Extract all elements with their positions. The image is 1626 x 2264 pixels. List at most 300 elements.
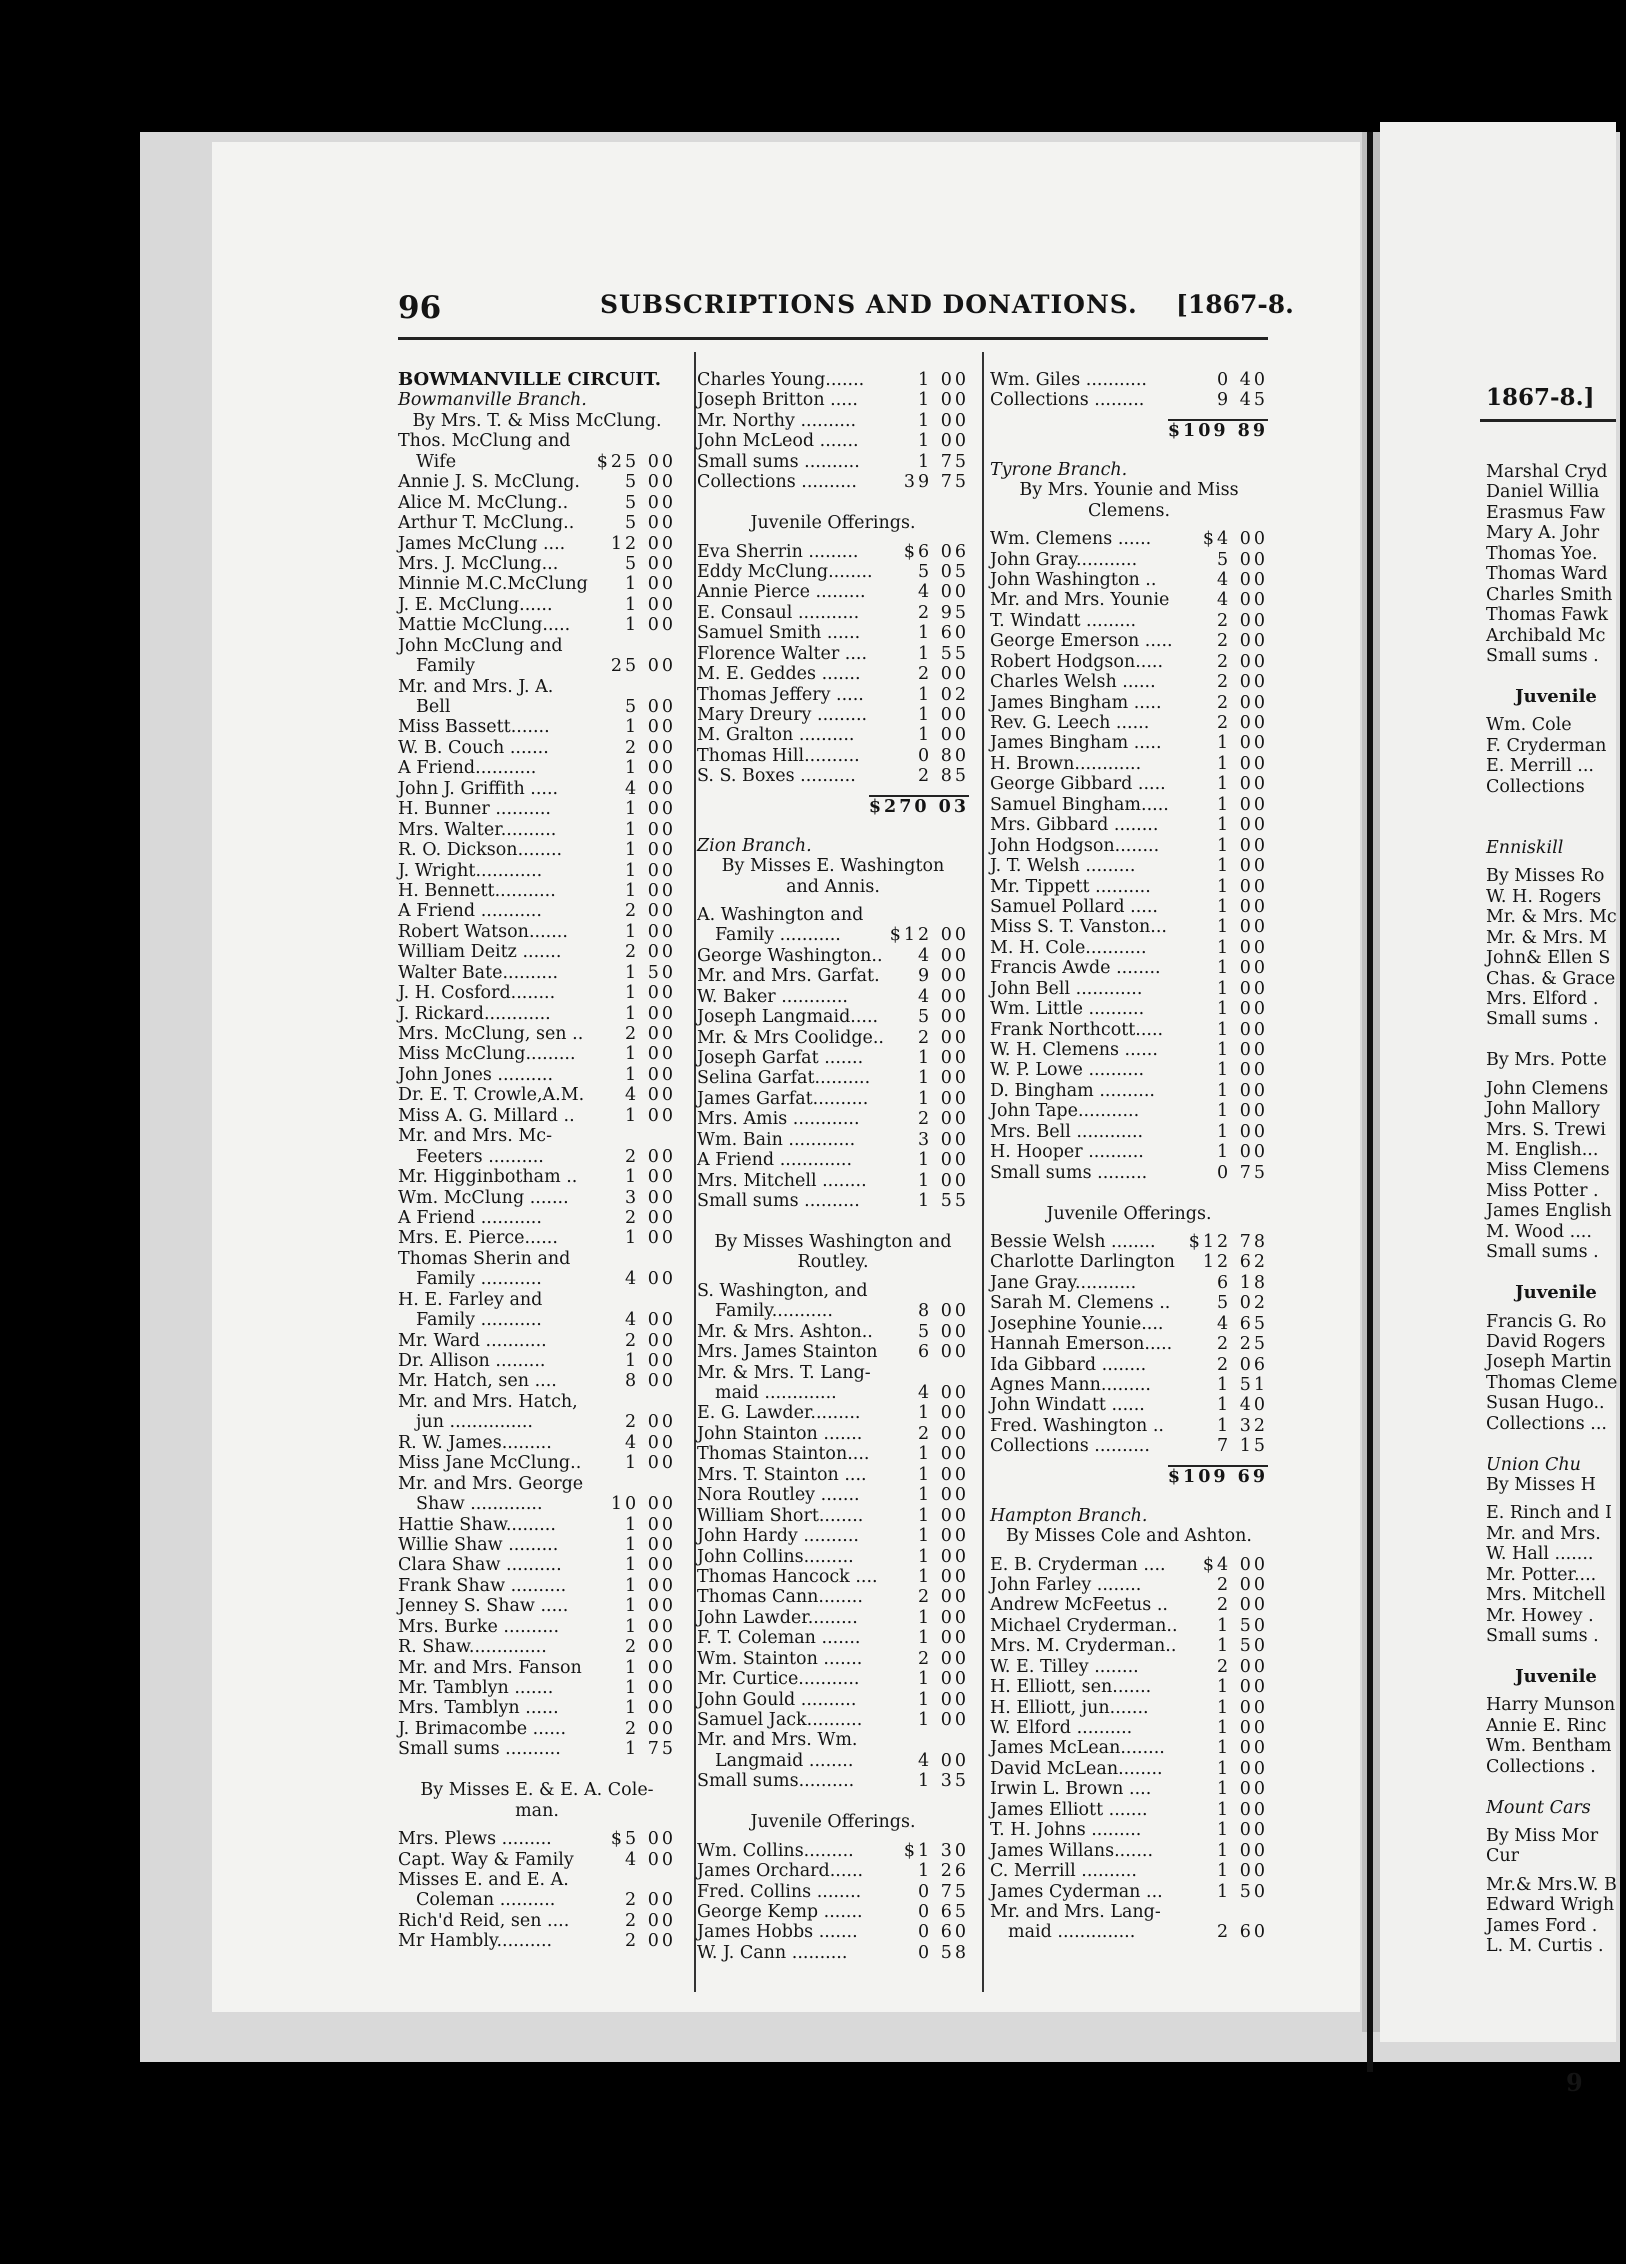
subtotal-row bbox=[990, 1465, 1268, 1485]
entry-name: Edward Wrigh bbox=[1486, 1895, 1615, 1916]
entry-row bbox=[1486, 1099, 1626, 1119]
entry-row bbox=[697, 1444, 969, 1464]
entry-name: W. P. Lowe .......... bbox=[990, 1060, 1145, 1081]
entry-amount: 6 18 bbox=[1217, 1272, 1268, 1293]
entry-row bbox=[1486, 1895, 1626, 1915]
entry-name: J. T. Welsh ......... bbox=[990, 856, 1136, 877]
entry-amount: 1 00 bbox=[625, 1064, 676, 1085]
entry-row bbox=[1486, 1736, 1626, 1756]
entry-name: Family ........... bbox=[416, 1269, 542, 1290]
entry-name: and Annis. bbox=[786, 876, 880, 897]
entry-row bbox=[990, 1800, 1268, 1820]
section-heading bbox=[398, 370, 676, 390]
entry-name: Coleman .......... bbox=[416, 1890, 556, 1911]
entry-row bbox=[990, 1555, 1268, 1575]
entry-name: Thomas Hill.......... bbox=[697, 745, 860, 766]
entry-amount: 1 00 bbox=[625, 1351, 676, 1371]
entry-amount: 1 00 bbox=[1217, 978, 1268, 999]
entry-name: Wm. Clemens ...... bbox=[990, 529, 1152, 550]
entry-name: Small sums .......... bbox=[697, 1191, 860, 1212]
entry-name: Bessie Welsh ........ bbox=[990, 1231, 1156, 1252]
entry-amount: 1 00 bbox=[625, 1575, 676, 1596]
entry-row bbox=[990, 1293, 1268, 1313]
entry-name: Bowmanville Branch. bbox=[398, 390, 587, 411]
entry-row bbox=[990, 550, 1268, 570]
entry-row bbox=[398, 758, 676, 778]
entry-amount: 3 00 bbox=[918, 1129, 969, 1150]
entry-row bbox=[1486, 1585, 1626, 1605]
entry-row bbox=[1486, 1009, 1626, 1029]
entry-name: Hattie Shaw......... bbox=[398, 1514, 556, 1535]
entry-name: Jane Gray........... bbox=[990, 1272, 1137, 1293]
entry-row bbox=[697, 1089, 969, 1109]
entry-row bbox=[697, 815, 969, 835]
entry-row bbox=[697, 1710, 969, 1730]
entry-name: T. Windatt ......... bbox=[990, 610, 1137, 631]
entry-row bbox=[1486, 605, 1626, 625]
entry-row bbox=[990, 1575, 1268, 1595]
entry-amount: 2 00 bbox=[918, 1648, 969, 1669]
entry-name: J. Wright............ bbox=[398, 860, 543, 881]
entry-row bbox=[398, 1004, 676, 1024]
entry-name: Francis G. Ro bbox=[1486, 1311, 1607, 1332]
entry-amount: 5 00 bbox=[1217, 549, 1268, 570]
section-heading bbox=[990, 501, 1268, 521]
entry-name: Mrs. Amis ............ bbox=[697, 1109, 860, 1130]
entry-row bbox=[398, 1228, 676, 1248]
entry-row bbox=[990, 570, 1268, 590]
entry-row bbox=[398, 1269, 676, 1289]
entry-name: Mrs. Gibbard ........ bbox=[990, 815, 1159, 836]
entry-row bbox=[697, 1547, 969, 1567]
entry-row bbox=[1486, 1222, 1626, 1242]
entry-row bbox=[697, 623, 969, 643]
entry-amount: 1 00 bbox=[1217, 896, 1268, 917]
entry-amount: 1 02 bbox=[918, 684, 969, 705]
entry-row bbox=[990, 672, 1268, 692]
entry-name: Juvenile Offerings. bbox=[1046, 1203, 1212, 1224]
entry-amount: 1 50 bbox=[625, 962, 676, 983]
entry-row bbox=[398, 717, 676, 737]
entry-amount: 4 00 bbox=[625, 1432, 676, 1453]
entry-amount: 2 00 bbox=[625, 1718, 676, 1739]
entry-row bbox=[398, 1637, 676, 1657]
entry-row bbox=[697, 925, 969, 945]
entry-row bbox=[990, 1820, 1268, 1840]
entry-name: Thomas Sherin and bbox=[398, 1248, 571, 1269]
entry-name: H. Bunner .......... bbox=[398, 799, 551, 820]
entry-name: M. E. Geddes ....... bbox=[697, 664, 861, 685]
section-heading bbox=[990, 1506, 1268, 1526]
entry-row bbox=[697, 1649, 969, 1669]
entry-amount: 2 00 bbox=[625, 1412, 676, 1433]
entry-amount: 2 00 bbox=[1217, 631, 1268, 652]
entry-row bbox=[398, 1412, 676, 1432]
entry-amount: 1 00 bbox=[918, 1048, 969, 1068]
entry-amount: 1 00 bbox=[1217, 937, 1268, 958]
entry-name: John& Ellen S bbox=[1486, 948, 1611, 969]
entry-name: Mr. and Mrs. J. A. bbox=[398, 676, 554, 697]
entry-name: Wm. Bain ............ bbox=[697, 1129, 856, 1150]
entry-name: By Miss Mor bbox=[1486, 1826, 1599, 1846]
entry-name: Susan Hugo.. bbox=[1486, 1393, 1605, 1414]
entry-name: Mr. and Mrs. bbox=[1486, 1523, 1601, 1544]
entry-name: Charles Smith bbox=[1486, 584, 1613, 605]
entry-row bbox=[990, 1457, 1268, 1465]
entry-row bbox=[1486, 1544, 1626, 1564]
entry-amount: 1 00 bbox=[625, 717, 676, 738]
section-heading bbox=[1486, 1798, 1626, 1818]
entry-row bbox=[1486, 948, 1626, 968]
entry-name: John Gray........... bbox=[990, 549, 1138, 570]
entry-row bbox=[1486, 1875, 1626, 1895]
entry-amount: 0 80 bbox=[918, 745, 969, 766]
entry-name: Eva Sherrin ......... bbox=[697, 541, 859, 562]
entry-row bbox=[398, 636, 676, 656]
entry-amount: 5 00 bbox=[625, 697, 676, 717]
entry-row bbox=[990, 774, 1268, 794]
entry-row bbox=[697, 1841, 969, 1861]
entry-name: Feeters .......... bbox=[416, 1146, 544, 1167]
entry-row bbox=[697, 1506, 969, 1526]
entry-row bbox=[398, 493, 676, 513]
entry-name: Archibald Mc bbox=[1486, 625, 1606, 646]
entry-row bbox=[697, 1007, 969, 1027]
entry-name: Mr Hambly.......... bbox=[398, 1931, 553, 1952]
entry-amount: 2 00 bbox=[918, 1109, 969, 1130]
entry-name: E. G. Lawder......... bbox=[697, 1403, 861, 1424]
entry-row bbox=[398, 1576, 676, 1596]
entry-name: Minnie M.C.McClung bbox=[398, 574, 588, 595]
entry-name: Juvenile bbox=[1515, 1282, 1597, 1304]
entry-name: John Mallory bbox=[1486, 1099, 1600, 1120]
entry-amount: 5 00 bbox=[625, 553, 676, 574]
entry-name: Thos. McClung and bbox=[398, 431, 571, 452]
entry-amount: 1 00 bbox=[625, 758, 676, 779]
entry-row bbox=[990, 754, 1268, 774]
entry-name: Annie J. S. McClung. bbox=[398, 472, 580, 493]
entry-row bbox=[990, 877, 1268, 897]
entry-name: Wm. Stainton ....... bbox=[697, 1648, 863, 1669]
entry-name: A Friend ............. bbox=[697, 1150, 853, 1171]
entry-name: Miss Bassett....... bbox=[398, 717, 550, 738]
entry-row bbox=[697, 1171, 969, 1191]
entry-name: Mr. and Mrs. George bbox=[398, 1473, 584, 1494]
entry-row bbox=[1486, 626, 1626, 646]
entry-amount: 2 85 bbox=[918, 766, 969, 787]
entry-name: man. bbox=[515, 1800, 559, 1821]
entry-amount: 1 75 bbox=[918, 451, 969, 472]
entry-amount: 1 00 bbox=[1217, 815, 1268, 836]
entry-amount: 1 00 bbox=[918, 1526, 969, 1547]
entry-amount: 1 00 bbox=[625, 615, 676, 636]
entry-row bbox=[697, 452, 969, 472]
entry-name: Miss Potter . bbox=[1486, 1180, 1599, 1201]
entry-row bbox=[697, 1048, 969, 1068]
entry-name: By Misses Cole and Ashton. bbox=[1006, 1526, 1252, 1547]
entry-amount: 1 00 bbox=[1217, 1101, 1268, 1122]
entry-row bbox=[398, 1515, 676, 1535]
entry-row bbox=[1486, 462, 1626, 482]
entry-row bbox=[398, 1331, 676, 1351]
entry-row bbox=[398, 513, 676, 533]
entry-name: Arthur T. McClung.. bbox=[398, 513, 575, 534]
entry-amount: 1 32 bbox=[1217, 1415, 1268, 1436]
entry-amount: 1 00 bbox=[918, 1710, 969, 1730]
entry-name: Mr. & Mrs. T. Lang- bbox=[697, 1362, 871, 1383]
entry-row bbox=[990, 979, 1268, 999]
entry-row bbox=[1486, 1695, 1626, 1715]
entry-amount: 5 05 bbox=[918, 561, 969, 582]
entry-name: maid ............. bbox=[715, 1383, 837, 1403]
entry-amount: 4 00 bbox=[918, 1383, 969, 1403]
entry-name: A Friend........... bbox=[398, 758, 537, 779]
entry-row bbox=[398, 452, 676, 472]
entry-amount: 1 00 bbox=[918, 1444, 969, 1465]
entry-amount: 0 60 bbox=[918, 1922, 969, 1943]
entry-name: T. H. Johns ......... bbox=[990, 1820, 1142, 1841]
entry-row bbox=[697, 644, 969, 664]
facing-page-year: 1867-8.] bbox=[1486, 384, 1595, 411]
entry-name: James Ford . bbox=[1486, 1915, 1598, 1936]
entry-amount: $4 00 bbox=[1202, 529, 1268, 550]
entry-row bbox=[1486, 1495, 1626, 1503]
entry-row bbox=[697, 1342, 969, 1362]
entry-row bbox=[398, 1931, 676, 1951]
entry-row bbox=[697, 493, 969, 513]
facing-page-rule bbox=[1480, 419, 1616, 422]
entry-row bbox=[398, 1208, 676, 1228]
entry-name: Mr. & Mrs. Ashton.. bbox=[697, 1321, 873, 1342]
entry-row bbox=[398, 1596, 676, 1616]
entry-row bbox=[1486, 707, 1626, 715]
entry-amount: 1 00 bbox=[625, 819, 676, 840]
entry-row bbox=[990, 1547, 1268, 1555]
entry-row bbox=[990, 1677, 1268, 1697]
entry-row bbox=[990, 1163, 1268, 1183]
entry-amount: 1 00 bbox=[625, 1534, 676, 1555]
entry-amount: 1 00 bbox=[918, 1689, 969, 1710]
entry-name: Florence Walter .... bbox=[697, 643, 868, 664]
entry-amount: 1 60 bbox=[918, 623, 969, 644]
entry-row bbox=[697, 725, 969, 745]
entry-name: By Mrs. Potte bbox=[1486, 1050, 1607, 1071]
entry-name: jun ............... bbox=[416, 1412, 533, 1433]
entry-name: Selina Garfat.......... bbox=[697, 1068, 871, 1089]
entry-name: W. J. Cann .......... bbox=[697, 1942, 848, 1963]
entry-name: Mr. Northy .......... bbox=[697, 410, 857, 431]
entry-name: Mrs. Plews ......... bbox=[398, 1829, 552, 1850]
entry-row bbox=[990, 836, 1268, 856]
entry-amount: 2 06 bbox=[1217, 1354, 1268, 1375]
entry-row bbox=[990, 1273, 1268, 1293]
entry-amount: 1 00 bbox=[918, 1628, 969, 1649]
entry-row bbox=[697, 1882, 969, 1902]
entry-amount: 1 00 bbox=[1217, 733, 1268, 754]
entry-amount: 1 00 bbox=[1217, 1121, 1268, 1142]
entry-name: Miss Jane McClung.. bbox=[398, 1453, 582, 1474]
entry-amount: $1 30 bbox=[903, 1840, 969, 1861]
entry-amount: 1 00 bbox=[1217, 1080, 1268, 1101]
entry-amount: 1 00 bbox=[625, 880, 676, 901]
entry-row bbox=[990, 1122, 1268, 1142]
entry-name: Rich'd Reid, sen .... bbox=[398, 1910, 570, 1931]
entry-row bbox=[990, 1355, 1268, 1375]
entry-name: Capt. Way & Family bbox=[398, 1849, 574, 1870]
entry-row bbox=[1486, 858, 1626, 866]
entry-name: Mr. and Mrs. Mc- bbox=[398, 1126, 552, 1147]
entry-row bbox=[398, 677, 676, 697]
entry-row bbox=[398, 901, 676, 921]
entry-name: Zion Branch. bbox=[697, 835, 812, 856]
entry-name: Frank Shaw .......... bbox=[398, 1575, 567, 1596]
entry-amount: 1 00 bbox=[625, 594, 676, 615]
entry-row bbox=[697, 542, 969, 562]
entry-row bbox=[1486, 1916, 1626, 1936]
entry-name: John Tape........... bbox=[990, 1101, 1140, 1122]
entry-amount: 2 00 bbox=[1217, 713, 1268, 733]
entry-name: James Garfat.......... bbox=[697, 1088, 869, 1109]
entry-name: J. Brimacombe ...... bbox=[398, 1718, 567, 1739]
entry-row bbox=[1486, 523, 1626, 543]
entry-amount: 4 00 bbox=[918, 582, 969, 603]
entry-name: Andrew McFeetus .. bbox=[990, 1595, 1168, 1616]
entry-name: Small sums .......... bbox=[697, 451, 860, 472]
entry-row bbox=[697, 1669, 969, 1689]
entry-name: Alice M. McClung.. bbox=[398, 492, 569, 513]
entry-name: W. Hall ....... bbox=[1486, 1544, 1594, 1565]
entry-row bbox=[398, 1870, 676, 1890]
entry-amount: 6 00 bbox=[918, 1342, 969, 1363]
entry-row bbox=[990, 1395, 1268, 1415]
subtotal-row bbox=[697, 795, 969, 815]
entry-name: Wife bbox=[416, 451, 457, 472]
entry-name: Miss S. T. Vanston... bbox=[990, 917, 1167, 938]
entry-row bbox=[398, 1290, 676, 1310]
entry-row bbox=[398, 1392, 676, 1412]
entry-amount: 5 00 bbox=[625, 492, 676, 513]
entry-name: William Deitz ....... bbox=[398, 942, 562, 963]
entry-amount: 2 00 bbox=[918, 664, 969, 685]
page-number: 96 bbox=[398, 290, 442, 326]
entry-name: Mrs. E. Pierce...... bbox=[398, 1228, 558, 1249]
section-heading bbox=[990, 1526, 1268, 1546]
entry-name: Juvenile Offerings. bbox=[750, 1812, 916, 1833]
entry-amount: 1 00 bbox=[1217, 1779, 1268, 1800]
entry-name: W. H. Rogers bbox=[1486, 886, 1602, 907]
section-heading bbox=[398, 411, 676, 431]
entry-amount: 1 00 bbox=[625, 1044, 676, 1065]
entry-name: Wm. Little .......... bbox=[990, 999, 1145, 1020]
entry-row bbox=[1486, 1626, 1626, 1646]
entry-amount: 1 00 bbox=[1217, 1697, 1268, 1718]
entry-amount: 1 00 bbox=[918, 1150, 969, 1171]
entry-row bbox=[697, 1792, 969, 1812]
entry-name: James McClung .... bbox=[398, 533, 566, 554]
entry-amount: 12 62 bbox=[1202, 1252, 1268, 1273]
entry-row bbox=[1486, 1120, 1626, 1140]
entry-row bbox=[697, 1322, 969, 1342]
entry-name: Mrs. Elford . bbox=[1486, 988, 1599, 1009]
entry-row bbox=[398, 1821, 676, 1829]
entry-row bbox=[697, 966, 969, 986]
entry-name: John Farley ........ bbox=[990, 1574, 1142, 1595]
entry-row bbox=[990, 1657, 1268, 1677]
entry-row bbox=[1486, 887, 1626, 907]
entry-row bbox=[697, 1833, 969, 1841]
entry-row bbox=[1486, 866, 1626, 886]
entry-amount: 1 00 bbox=[1217, 1019, 1268, 1040]
entry-row bbox=[990, 1101, 1268, 1121]
entry-row bbox=[697, 905, 969, 925]
entry-amount: 1 00 bbox=[625, 1228, 676, 1249]
entry-amount: 0 65 bbox=[918, 1901, 969, 1922]
entry-amount: 1 00 bbox=[625, 840, 676, 861]
entry-name: Family bbox=[416, 656, 476, 677]
entry-amount: 1 00 bbox=[625, 574, 676, 595]
entry-name: Wm. McClung ....... bbox=[398, 1187, 569, 1208]
entry-row bbox=[697, 1281, 969, 1301]
entry-amount: 5 02 bbox=[1217, 1293, 1268, 1314]
entry-name: Charles Young....... bbox=[697, 370, 865, 390]
entry-name: John McClung and bbox=[398, 635, 563, 656]
column-2 bbox=[697, 370, 969, 1963]
entry-name: Enniskill bbox=[1486, 837, 1564, 858]
entry-name: Mr. Curtice........... bbox=[697, 1669, 860, 1690]
entry-name: Thomas Stainton.... bbox=[697, 1444, 870, 1465]
entry-row bbox=[697, 987, 969, 1007]
entry-name: John Washington .. bbox=[990, 569, 1157, 590]
entry-amount: 1 00 bbox=[918, 410, 969, 431]
entry-row bbox=[1486, 1160, 1626, 1180]
entry-row bbox=[398, 1106, 676, 1126]
entry-row bbox=[398, 1658, 676, 1678]
entry-name: H. Bennett........... bbox=[398, 880, 556, 901]
entry-row bbox=[990, 999, 1268, 1019]
entry-amount: 2 60 bbox=[1217, 1922, 1268, 1943]
entry-amount: 1 00 bbox=[1217, 1861, 1268, 1882]
entry-name: Marshal Cryd bbox=[1486, 462, 1608, 482]
entry-name: Rev. G. Leech ...... bbox=[990, 713, 1150, 733]
entry-name: Mr. and Mrs. Garfat. bbox=[697, 966, 880, 987]
entry-name: F. Cryderman bbox=[1486, 735, 1607, 756]
entry-row bbox=[398, 1760, 676, 1780]
entry-row bbox=[398, 799, 676, 819]
entry-amount: 0 58 bbox=[918, 1942, 969, 1963]
entry-name: Wm. Giles ........... bbox=[990, 370, 1147, 390]
entry-name: R. W. James......... bbox=[398, 1432, 552, 1453]
entry-amount: 5 00 bbox=[625, 513, 676, 534]
entry-row bbox=[398, 738, 676, 758]
entry-name: R. Shaw.............. bbox=[398, 1637, 547, 1658]
entry-row bbox=[1486, 1050, 1626, 1070]
entry-name: James Willans....... bbox=[990, 1840, 1154, 1861]
entry-row bbox=[1486, 1565, 1626, 1585]
entry-row bbox=[990, 390, 1268, 410]
entry-row bbox=[990, 1232, 1268, 1252]
entry-name: Irwin L. Brown .... bbox=[990, 1779, 1152, 1800]
entry-amount: 1 00 bbox=[918, 1566, 969, 1587]
entry-amount: 1 00 bbox=[918, 1669, 969, 1690]
entry-name: Union Chu bbox=[1486, 1454, 1581, 1475]
entry-name: Thomas Ward bbox=[1486, 564, 1608, 585]
entry-name: H. Brown............ bbox=[990, 753, 1142, 774]
entry-row bbox=[1486, 646, 1626, 666]
entry-row bbox=[990, 1718, 1268, 1738]
entry-name: Samuel Bingham..... bbox=[990, 794, 1169, 815]
entry-name: E. Merrill ... bbox=[1486, 756, 1594, 777]
entry-row bbox=[990, 1224, 1268, 1232]
